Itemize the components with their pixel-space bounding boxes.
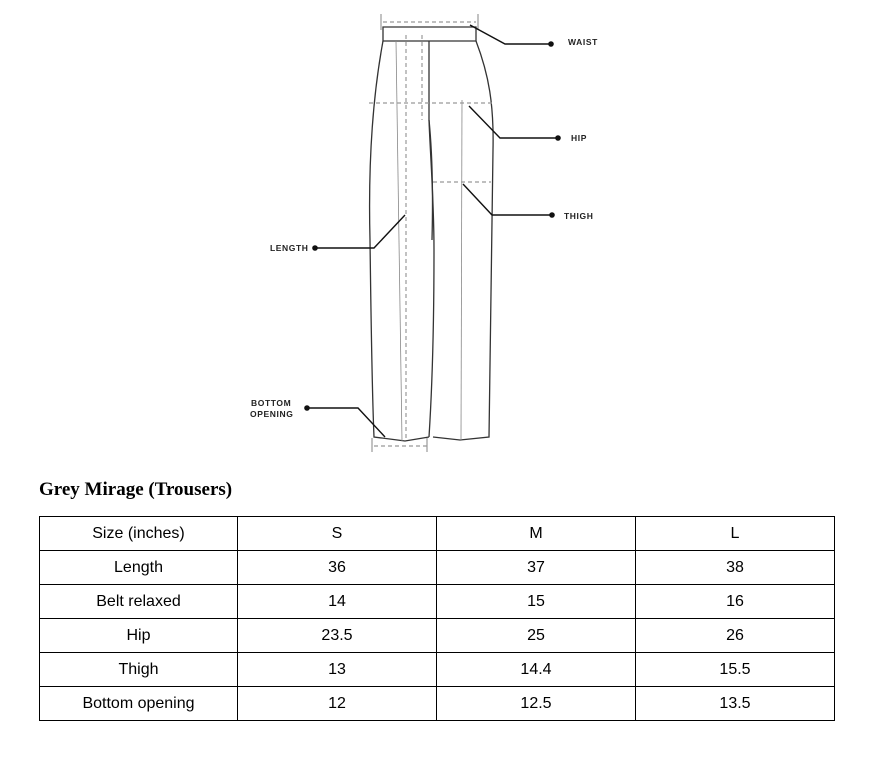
hip-label: HIP (571, 133, 587, 143)
table-row (40, 585, 835, 619)
bottom-opening-label-line2: OPENING (250, 409, 294, 419)
table-row (40, 687, 835, 721)
table-cell: 14 (238, 585, 437, 619)
header-size-inches: Size (inches) (40, 517, 238, 551)
table-cell: 37 (437, 551, 636, 585)
table-row (40, 619, 835, 653)
table-row (40, 551, 835, 585)
product-title: Grey Mirage (Trousers) (39, 479, 233, 500)
table-header-row (40, 517, 835, 551)
table-cell: 13 (238, 653, 437, 687)
table-row (40, 653, 835, 687)
thigh-label: THIGH (564, 211, 594, 221)
row-label: Bottom opening (40, 687, 238, 721)
table-cell: 36 (238, 551, 437, 585)
table-cell: 23.5 (238, 619, 437, 653)
table-cell: 15 (437, 585, 636, 619)
row-label: Hip (40, 619, 238, 653)
table-cell: 16 (636, 585, 835, 619)
table-cell: 12.5 (437, 687, 636, 721)
table-cell: 15.5 (636, 653, 835, 687)
length-label: LENGTH (270, 243, 309, 253)
row-label: Length (40, 551, 238, 585)
table-cell: 13.5 (636, 687, 835, 721)
header-size-l: L (636, 517, 835, 551)
table-cell: 12 (238, 687, 437, 721)
header-size-s: S (238, 517, 437, 551)
row-label: Belt relaxed (40, 585, 238, 619)
table-cell: 14.4 (437, 653, 636, 687)
waist-label: WAIST (568, 37, 598, 47)
bottom-opening-label-line1: BOTTOM (251, 398, 292, 408)
table-cell: 38 (636, 551, 835, 585)
table-cell: 26 (636, 619, 835, 653)
size-chart-table (39, 516, 835, 721)
header-size-m: M (437, 517, 636, 551)
row-label: Thigh (40, 653, 238, 687)
table-cell: 25 (437, 619, 636, 653)
